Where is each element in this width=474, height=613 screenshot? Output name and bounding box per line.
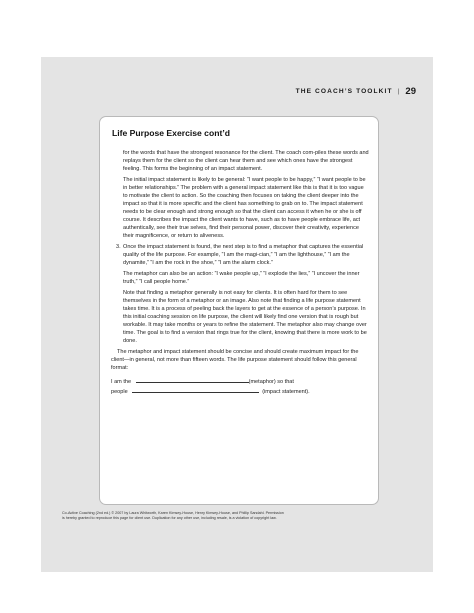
- footer-line-2: is hereby granted to reproduce this page for client use. Duplication for any other use, including resale, is a violation of copyright law.: [62, 516, 277, 521]
- format-tail-1: (metaphor) so that: [248, 378, 294, 385]
- footer-line-1: Co-Active Coaching (2nd ed.) © 2007 by Laura Whitworth, Karen Kimsey-House, Henry Kimsey-House, and Phillip Sandahl. Permission: [62, 511, 284, 515]
- paragraph-metaphor-action: The metaphor can also be an action: “I wake people up,” “I explode the lies,” “I uncover the inner truth,” “I call people home.”: [123, 271, 360, 286]
- blank-metaphor: [136, 377, 249, 383]
- list-item-number: 3.: [116, 244, 121, 251]
- exercise-body: [107, 150, 369, 396]
- format-lead-1: I am the: [111, 378, 132, 385]
- format-tail-2: (impact statement).: [262, 388, 310, 395]
- list-item-text: Once the impact statement is found, the next step is to find a metaphor that captures the essential quality of the life purpose. For example, “I am the magi-cian,” “I am the lighthouse,” “I am the dynamite,” “I am the rock in the shoe,” “I am the alarm clock.”: [123, 244, 364, 266]
- format-lead-2: people: [111, 388, 128, 395]
- format-line-1: [111, 377, 369, 387]
- copyright-footer: [62, 511, 412, 522]
- blank-impact: [132, 387, 259, 393]
- paragraph-note: Note that finding a metaphor generally is not easy for clients. It is often hard for them to see themselves in the form of a metaphor or an image. Also note that finding a life purpose statement takes time. It is a process of peeling back the layers to get at the essence of a person’s purpose. In this initial coaching session on life purpose, the client will likely find one version that is rough but workable. It may take months or years to refine the statement. The metaphor also may change over time. The goal is to find a version that rings true for the client, knowing that there is more work to be done.: [123, 290, 367, 345]
- box-title: Life Purpose Exercise cont’d: [112, 128, 230, 138]
- page-number: 29: [405, 86, 416, 97]
- header-separator: |: [397, 88, 401, 95]
- paragraph-continued: for the words that have the strongest resonance for the client. The coach com-piles these words and replays them for the client so the client can hear them and see which ones have the strongest feeling. This forms the beginning of an impact statement.: [123, 150, 369, 172]
- format-line-2: [111, 387, 369, 397]
- paragraph-initial-impact: The initial impact statement is likely to be general: “I want people to be happy,” “I want people to be in better relationships.” The problem with a general impact statement like this is that it is too vague to motivate the client to action. So the coaching then focuses on taking the client deeper into the impact so that it is more specific and the client has something to grab on to. The impact statement needs to be clear enough and strong enough so that the client can access it when he or she is off course. It describes the impact the client wants to have, such as to have people embrace life, act authentically, see their true selves, find their personal power, discover their creativity, experience their magnificence, or return to aliveness.: [123, 177, 366, 239]
- list-item-3: [116, 244, 369, 268]
- running-header: [296, 86, 416, 97]
- paragraph-concise: The metaphor and impact statement should be concise and should create maximum impact for the client—in general, not more than fifteen words. The life purpose statement should follow this general format:: [111, 349, 359, 372]
- running-title: THE COACH’S TOOLKIT: [295, 88, 393, 95]
